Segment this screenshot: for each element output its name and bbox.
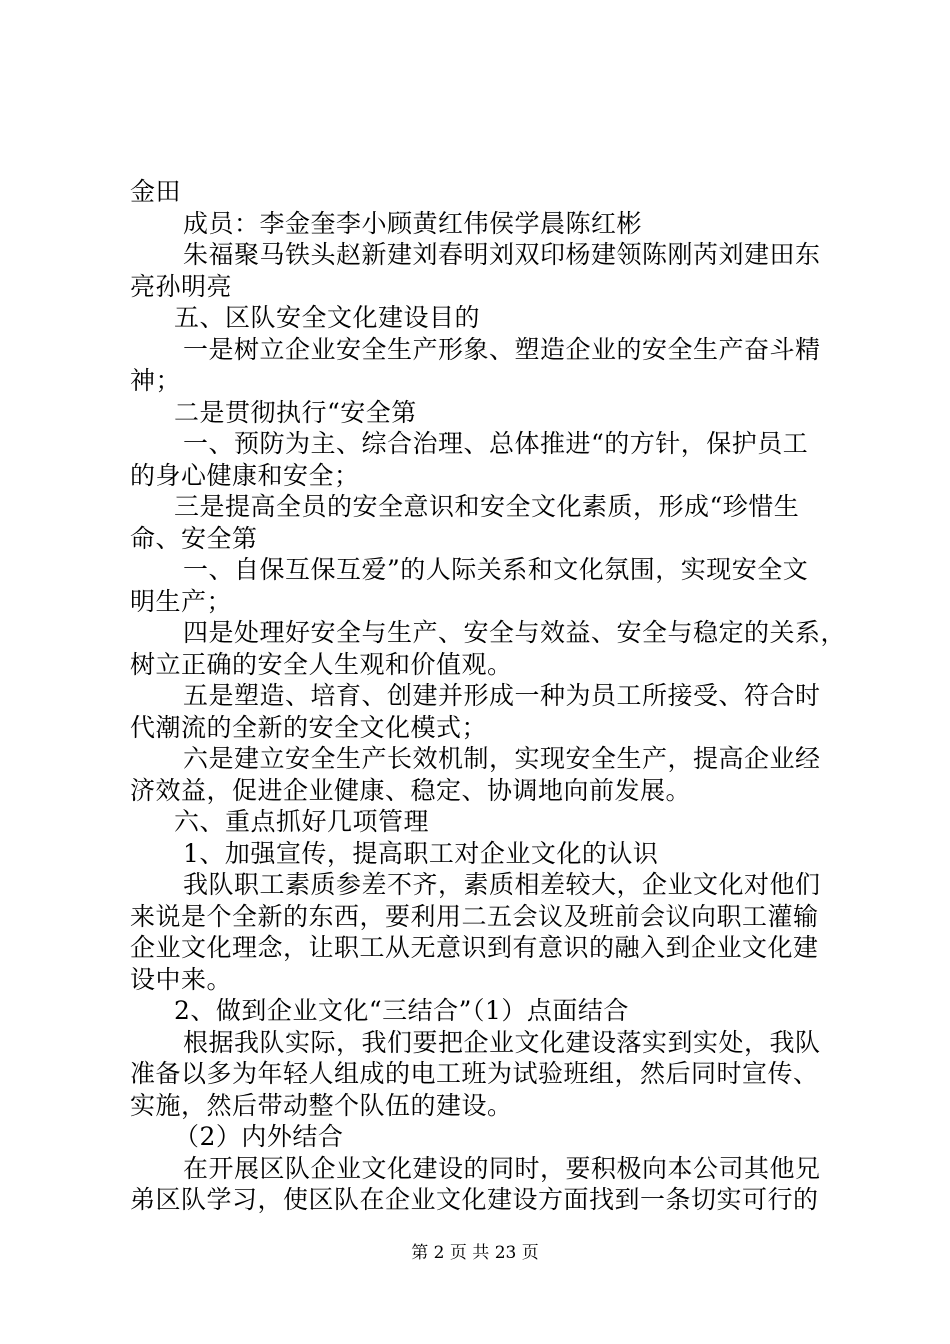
text-line: 设中来。 bbox=[130, 964, 233, 994]
text-line: 我队职工素质参差不齐，素质相差较大，企业文化对他们 bbox=[183, 870, 821, 899]
text-line: 企业文化理念，让职工从无意识到有意识的融入到企业文化建 bbox=[130, 933, 819, 962]
document-body bbox=[130, 176, 847, 1216]
text-line: 代潮流的全新的安全文化模式； bbox=[130, 712, 488, 742]
text-line: 实施，然后带动整个队伍的建设。 bbox=[130, 1090, 513, 1120]
text-line: 金田 bbox=[130, 177, 182, 206]
text-line: 五是塑造、培育、创建并形成一种为员工所接受、符合时 bbox=[183, 681, 821, 710]
text-line: 亮孙明亮 bbox=[130, 271, 233, 301]
text-line: 树立正确的安全人生观和价值观。 bbox=[130, 649, 513, 679]
text-line: 准备以多为年轻人组成的电工班为试验班组，然后同时宣传、 bbox=[130, 1059, 819, 1088]
text-line: 三是提高全员的安全意识和安全文化素质，形成“珍惜生 bbox=[174, 492, 800, 521]
text-line: 神； bbox=[130, 366, 182, 395]
text-line: 在开展区队企业文化建设的同时，要积极向本公司其他兄 bbox=[183, 1153, 821, 1183]
text-line: 根据我队实际，我们要把企业文化建设落实到实处，我队 bbox=[183, 1027, 821, 1057]
text-line: 来说是个全新的东西，要利用二五会议及班前会议向职工灌输 bbox=[130, 901, 819, 931]
text-line: 明生产； bbox=[130, 586, 233, 616]
subsection-heading: （2）内外结合 bbox=[174, 1122, 344, 1151]
text-line: 一是树立企业安全生产形象、塑造企业的安全生产奋斗精 bbox=[183, 334, 821, 364]
text-line: 济效益，促进企业健康、稳定、协调地向前发展。 bbox=[130, 775, 692, 805]
section-heading: 六、重点抓好几项管理 bbox=[174, 807, 430, 836]
text-line: 成员：李金奎李小顾黄红伟侯学晨陈红彬 bbox=[183, 208, 643, 238]
subsection-heading: 2、做到企业文化“三结合”（1）点面结合 bbox=[174, 996, 629, 1025]
text-line: 弟区队学习，使区队在企业文化建设方面找到一条切实可行的 bbox=[130, 1185, 819, 1214]
text-line: 一、预防为主、综合治理、总体推进“的方针，保护员工 bbox=[183, 429, 809, 458]
subsection-heading: 1、加强宣传，提高职工对企业文化的认识 bbox=[183, 838, 659, 868]
text-line: 二是贯彻执行“安全第 bbox=[174, 397, 417, 427]
text-line: 命、安全第 bbox=[130, 523, 258, 553]
text-line: 的身心健康和安全； bbox=[130, 460, 360, 490]
text-line: 四是处理好安全与生产、安全与效益、安全与稳定的关系， bbox=[183, 618, 847, 647]
text-line: 朱福聚马铁头赵新建刘春明刘双印杨建领陈刚芮刘建田东 bbox=[183, 240, 821, 269]
text-line: 六是建立安全生产长效机制，实现安全生产，提高企业经 bbox=[183, 744, 821, 773]
page-footer: 第 2 页 共 23 页 bbox=[411, 1243, 539, 1263]
section-heading: 五、区队安全文化建设目的 bbox=[174, 303, 481, 332]
text-line: 一、自保互保互爱”的人际关系和文化氛围，实现安全文 bbox=[183, 555, 809, 584]
